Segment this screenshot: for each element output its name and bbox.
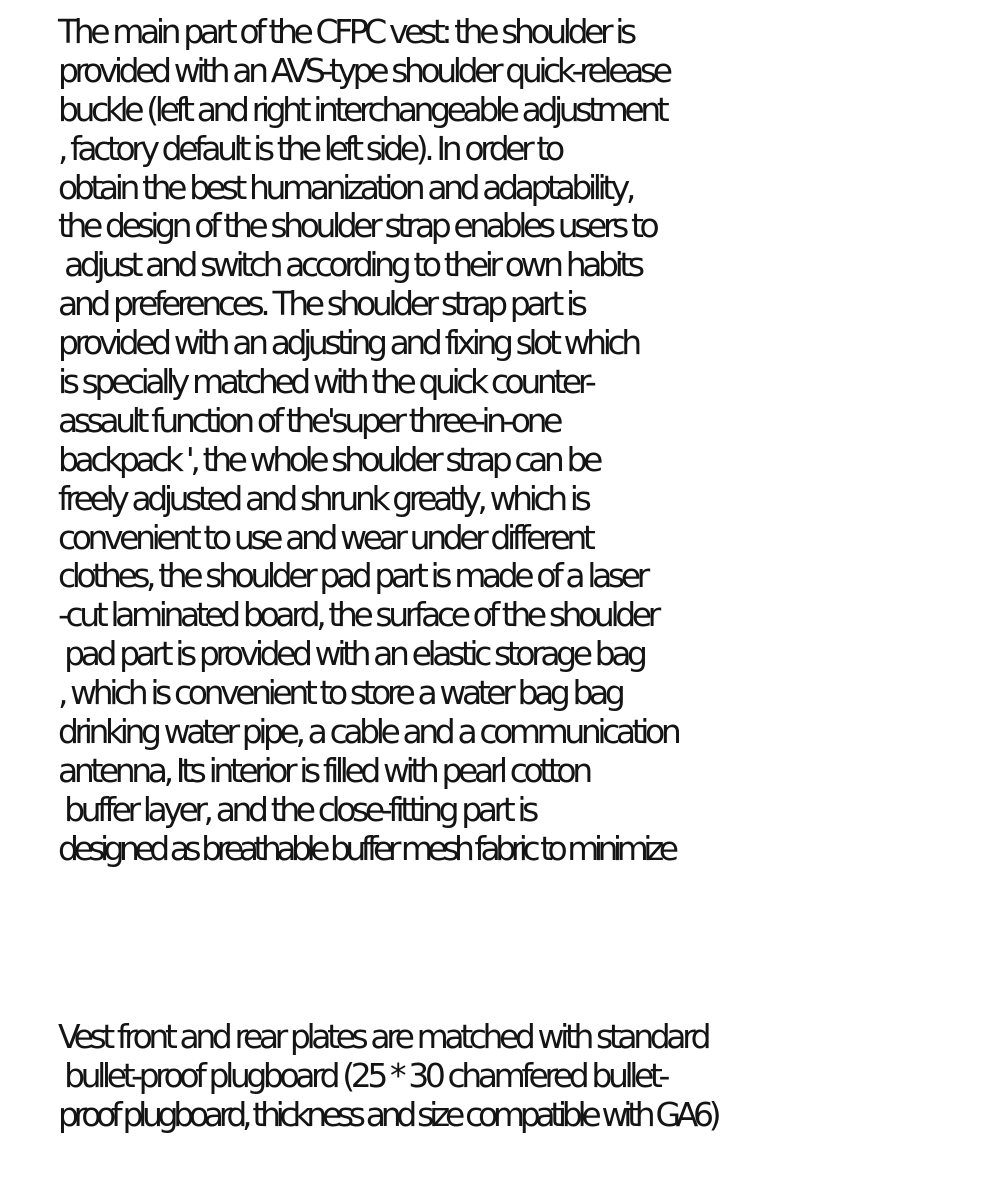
- text-line: and preferences. The shoulder strap part is: [58, 284, 584, 324]
- text-line: is specially matched with the quick counter-: [58, 362, 593, 402]
- text-line: freely adjusted and shrunk greatly, which is: [58, 478, 588, 518]
- text-line: convenient to use and wear under different: [58, 517, 592, 557]
- text-line: clothes, the shoulder pad part is made of a laser: [58, 556, 646, 596]
- text-line: backpack ', the whole shoulder strap can be: [58, 439, 599, 479]
- plate-description-paragraph: [0, 1018, 1000, 1135]
- text-line: adjust and switch according to their own habits: [58, 245, 641, 285]
- text-line: bullet-proof plugboard (25 * 30 chamfered bullet-: [58, 1055, 666, 1095]
- text-line: assault function of the'super three-in-one: [58, 400, 559, 440]
- text-line: antenna, Its interior is filled with pearl cotton: [58, 750, 589, 790]
- text-line: obtain the best humanization and adaptability,: [58, 167, 633, 207]
- text-line: The main part of the CFPC vest: the shoulder is: [58, 12, 633, 51]
- text-line: buckle (left and right interchangeable adjustment: [58, 89, 666, 129]
- text-line: , factory default is the left side). In order to: [58, 128, 561, 168]
- shoulder-description-paragraph: [0, 13, 1000, 869]
- text-line: provided with an AVS-type shoulder quick-release: [58, 50, 669, 90]
- text-line: Vest front and rear plates are matched with standard: [58, 1017, 708, 1056]
- text-line: proof plugboard, thickness and size compatible with GA6): [58, 1094, 717, 1134]
- text-line: pad part is provided with an elastic storage bag: [58, 634, 644, 674]
- text-line: drinking water pipe, a cable and a communication: [58, 712, 678, 752]
- text-line: , which is convenient to store a water bag bag: [58, 673, 622, 713]
- text-line: buffer layer, and the close-fitting part is: [58, 789, 535, 829]
- text-line: provided with an adjusting and fixing slot which: [58, 323, 638, 363]
- text-line: -cut laminated board, the surface of the shoulder: [58, 595, 657, 635]
- text-line: the design of the shoulder strap enables users to: [58, 206, 656, 246]
- text-line: designed as breathable buffer mesh fabric to minimize: [58, 828, 674, 868]
